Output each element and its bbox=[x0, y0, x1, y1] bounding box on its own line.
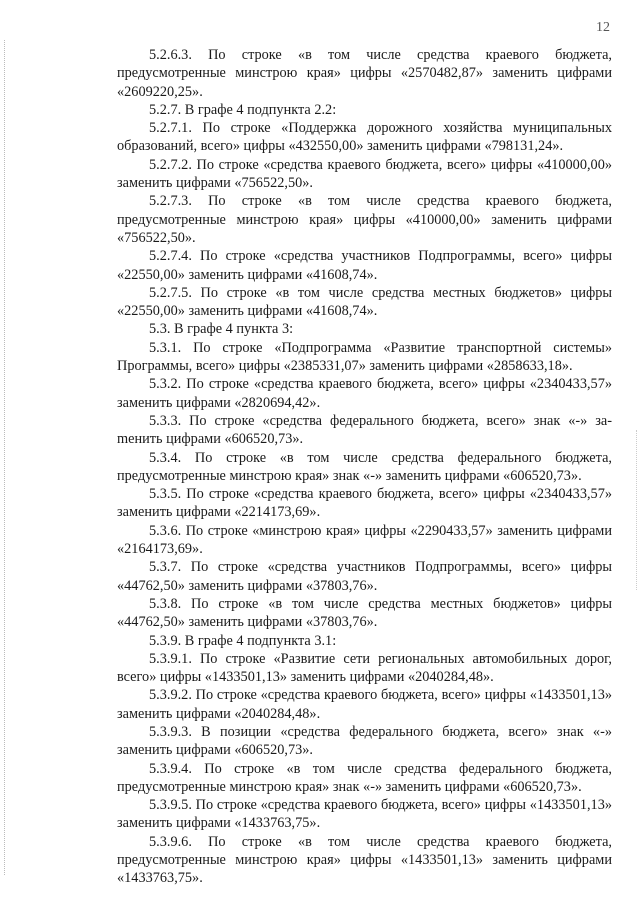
paragraph: 5.3.9.2. По строке «средства краевого бюджета, всего» цифры «1433501,13» заменить цифрами «2040284,48». bbox=[117, 687, 612, 722]
paragraph: 5.3.2. По строке «средства краевого бюджета, всего» цифры «2340433,57» заменить цифрами «2820694,42». bbox=[117, 376, 612, 411]
paragraph: 5.3.9.6. По строке «в том числе средства краевого бюджета, предусмотренные минстрою края» цифры «1433501,13» заменить цифрами «1433763,75». bbox=[117, 833, 612, 887]
paragraph: 5.2.7.5. По строке «в том числе средства местных бюджетов» цифры «22550,00» заменить цифрами «41608,74». bbox=[117, 284, 612, 320]
paragraph: 5.3. В графе 4 пункта 3: bbox=[149, 321, 294, 338]
paragraph: 5.2.7.4. По строке «средства участников Подпрограммы, всего» цифры «22550,00» заменить цифрами «41608,74». bbox=[117, 248, 612, 283]
paragraph: 5.2.7.3. По строке «в том числе средства краевого бюджета, предусмотренные минстрою края» цифры «410000,00» заменить цифрами «756522,50». bbox=[117, 193, 612, 246]
paragraph: 5.3.1. По строке «Подпрограмма «Развитие транспортной системы» Программы, всего» цифры «2385331,07» заменить цифрами «2858633,18». bbox=[117, 339, 612, 375]
paragraph: 5.2.7. В графе 4 подпункта 2.2: bbox=[149, 101, 337, 118]
paragraph: 5.3.6. По строке «минстрою края» цифры «2290433,57» заменить цифрами «2164173,69». bbox=[117, 522, 612, 558]
paragraph: 5.3.8. По строке «в том числе средства местных бюджетов» цифры «44762,50» заменить цифрами «37803,76». bbox=[117, 595, 612, 631]
paragraph: 5.3.9.5. По строке «средства краевого бюджета, всего» цифры «1433501,13» заменить цифрами «1433763,75». bbox=[117, 797, 612, 832]
paragraph: 5.3.9.3. В позиции «средства федерального бюджета, всего» знак «-» заменить цифрами «606520,73». bbox=[117, 723, 612, 759]
scan-edge-left bbox=[4, 40, 5, 875]
paragraph: 5.2.7.2. По строке «средства краевого бюджета, всего» цифры «410000,00» заменить цифрами «756522,50». bbox=[117, 156, 612, 192]
paragraph: 5.3.9.1. По строке «Развитие сети региональных автомобильных дорог, всего» цифры «1433501,13» заменить цифрами «2040284,48». bbox=[117, 650, 612, 686]
document-body bbox=[117, 46, 612, 888]
paragraph: 5.3.7. По строке «средства участников Подпрограммы, всего» цифры «44762,50» заменить цифрами «37803,76». bbox=[117, 559, 612, 594]
paragraph: 5.3.9.4. По строке «в том числе средства федерального бюджета, предусмотренные минстрою края» знак «-» заменить цифрами «606520,73». bbox=[117, 760, 612, 795]
paragraph: 5.2.7.1. По строке «Поддержка дорожного хозяйства муниципальных образований, всего» цифры «432550,00» заменить цифрами «798131,24». bbox=[117, 120, 612, 155]
paragraph: 5.2.6.3. По строке «в том числе средства краевого бюджета, предусмотренные минстрою края» цифры «2570482,87» заменить цифрами «2609220,25». bbox=[117, 47, 612, 100]
page-number: 12 bbox=[596, 20, 610, 35]
paragraph: 5.3.5. По строке «средства краевого бюджета, всего» цифры «2340433,57» заменить цифрами «2214173,69». bbox=[117, 486, 612, 521]
paragraph: 5.3.3. По строке «средства федерального бюджета, всего» знак «-» заmенить цифрами «606520,73». bbox=[117, 412, 612, 448]
paragraph: 5.3.4. По строке «в том числе средства федерального бюджета, предусмотренные минстрою края» знак «-» заменить цифрами «606520,73». bbox=[117, 449, 612, 484]
scan-edge-right bbox=[636, 430, 637, 590]
paragraph: 5.3.9. В графе 4 подпункта 3.1: bbox=[149, 632, 337, 649]
